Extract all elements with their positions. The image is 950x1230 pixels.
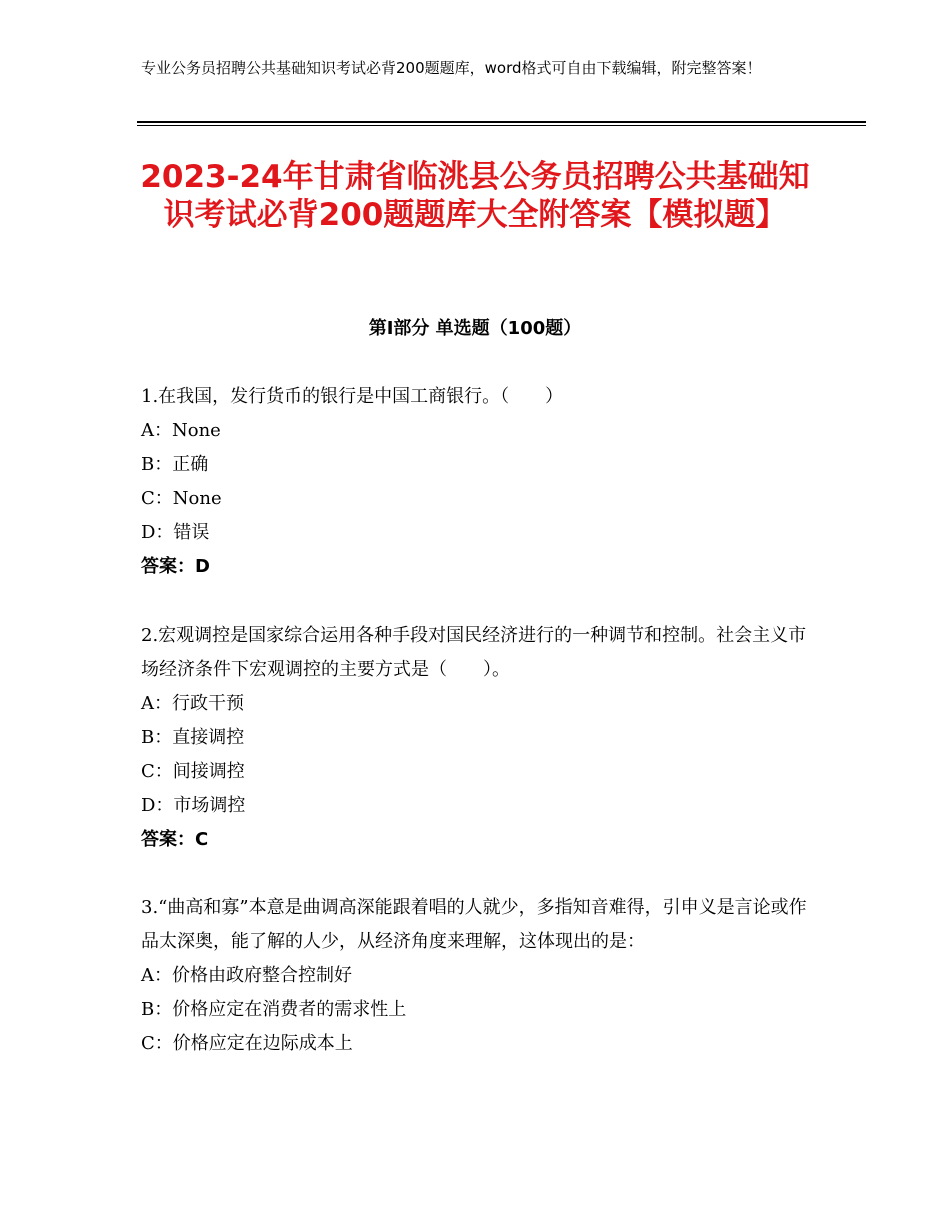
section-title: 第Ⅰ部分 单选题（100题）: [368, 318, 582, 339]
header-divider-thick: [137, 121, 866, 123]
option-b: B：直接调控: [141, 727, 245, 748]
option-d: D：市场调控: [141, 795, 246, 816]
answer: 答案：C: [141, 829, 209, 850]
question-2: [141, 619, 811, 857]
question-1: [141, 380, 811, 584]
option-a: A：价格由政府整合控制好: [141, 965, 352, 986]
header-note: 专业公务员招聘公共基础知识考试必背200题题库，word格式可自由下载编辑，附完整答案！: [141, 59, 762, 77]
option-c: C：None: [141, 488, 222, 509]
option-b: B：价格应定在消费者的需求性上: [141, 999, 407, 1020]
question-3: [141, 891, 811, 1061]
question-stem: 2.宏观调控是国家综合运用各种手段对国民经济进行的一种调节和控制。社会主义市场经济条件下宏观调控的主要方式是（ ）。: [141, 625, 807, 680]
question-stem: 1.在我国，发行货币的银行是中国工商银行。（ ）: [141, 386, 564, 407]
option-d: D：错误: [141, 522, 210, 543]
header-divider-thin: [137, 125, 866, 126]
option-c: C：价格应定在边际成本上: [141, 1033, 353, 1054]
answer: 答案：D: [141, 556, 210, 577]
document-title: 2023-24年甘肃省临洮县公务员招聘公共基础知识考试必背200题题库大全附答案【模拟题】: [140, 159, 810, 233]
option-a: A：None: [141, 420, 221, 441]
question-stem: 3.“曲高和寡”本意是曲调高深能跟着唱的人就少，多指知音难得，引申义是言论或作品太深奥，能了解的人少，从经济角度来理解，这体现出的是：: [141, 897, 807, 952]
option-c: C：间接调控: [141, 761, 245, 782]
option-a: A：行政干预: [141, 693, 244, 714]
option-b: B：正确: [141, 454, 209, 475]
